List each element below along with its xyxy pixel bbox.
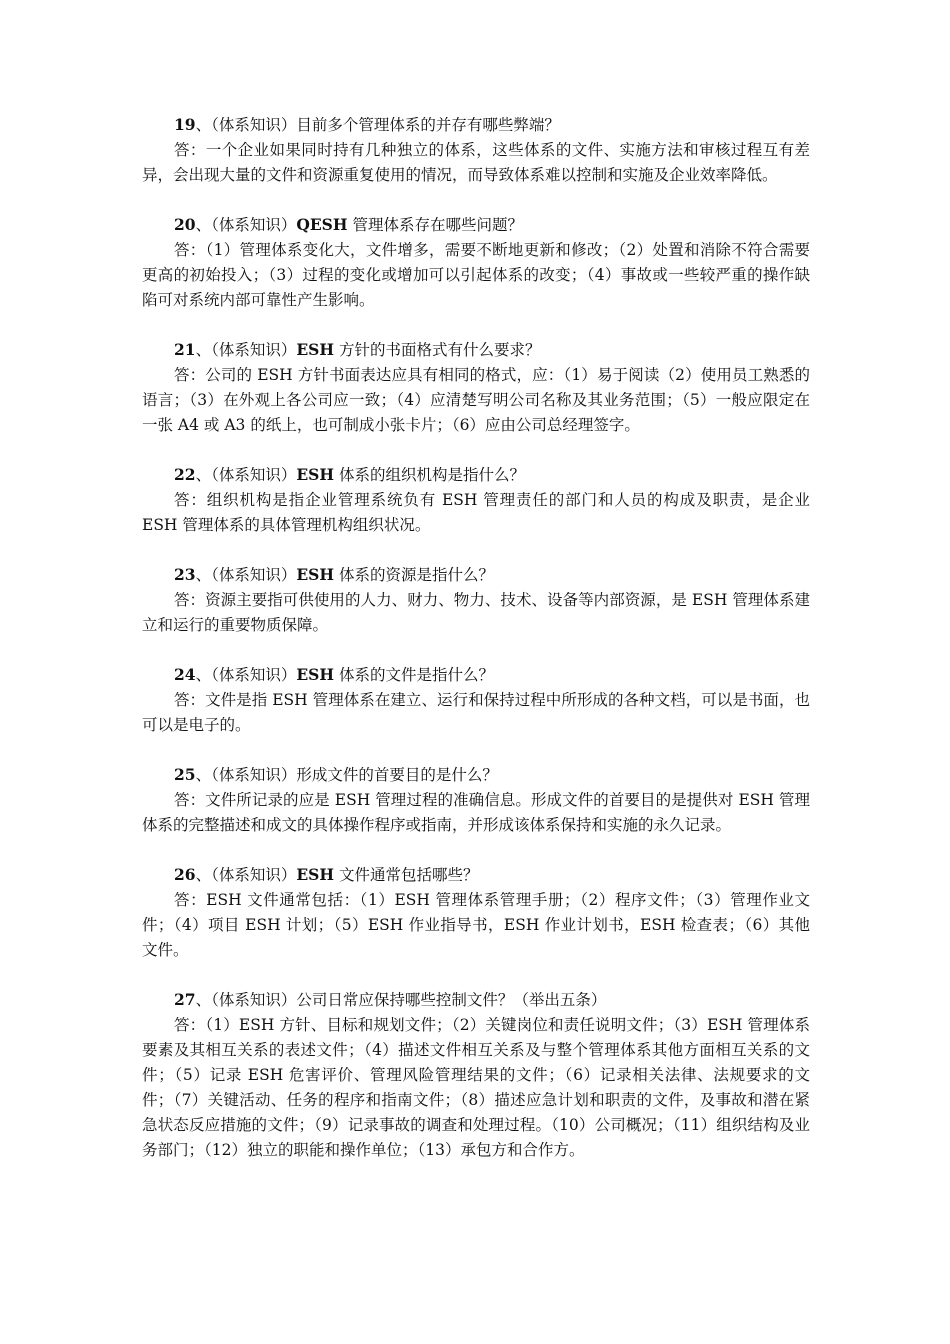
- question: [142, 337, 810, 363]
- question-text: 体系的组织机构是指什么？: [334, 466, 525, 484]
- question-number: 19: [174, 115, 196, 134]
- qa-item-22: [142, 462, 810, 538]
- answer-text: 答：一个企业如果同时持有几种独立的体系，这些体系的文件、实施方法和审核过程互有差异，会出现大量的文件和资源重复使用的情况，而导致体系难以控制和实施及企业效率降低。: [142, 141, 810, 184]
- question-category: （体系知识）: [211, 116, 297, 134]
- question: [142, 562, 810, 588]
- qa-item-20: [142, 212, 810, 313]
- question-keyword: ESH: [296, 340, 335, 359]
- question-keyword: QESH: [296, 215, 348, 234]
- qa-item-19: [142, 112, 810, 188]
- question-keyword: ESH: [296, 865, 335, 884]
- question-text: 形成文件的首要目的是什么？: [296, 766, 498, 784]
- question-number: 24: [174, 665, 196, 684]
- question-separator: 、: [195, 566, 212, 584]
- question-category: （体系知识）: [211, 341, 297, 359]
- question-number: 25: [174, 765, 196, 784]
- document-page: [142, 112, 810, 1187]
- question-separator: 、: [195, 216, 212, 234]
- question-category: （体系知识）: [211, 666, 297, 684]
- question-category: （体系知识）: [211, 991, 297, 1009]
- qa-item-24: [142, 662, 810, 738]
- answer-text: 答：文件是指 ESH 管理体系在建立、运行和保持过程中所形成的各种文档，可以是书面，也可以是电子的。: [142, 691, 810, 734]
- answer-text: 答：（1）管理体系变化大，文件增多，需要不断地更新和修改；（2）处置和消除不符合需要更高的初始投入；（3）过程的变化或增加可以引起体系的改变；（4）事故或一些较严重的操作缺陷可对系统内部可靠性产生影响。: [142, 241, 810, 309]
- answer-text: 答：资源主要指可供使用的人力、财力、物力、技术、设备等内部资源，是 ESH 管理体系建立和运行的重要物质保障。: [142, 591, 810, 634]
- question-separator: 、: [195, 766, 212, 784]
- question: [142, 212, 810, 238]
- answer-text: 答：文件所记录的应是 ESH 管理过程的准确信息。形成文件的首要目的是提供对 ESH 管理体系的完整描述和成文的具体操作程序或指南，并形成该体系保持和实施的永久记录。: [142, 791, 810, 834]
- question-number: 21: [174, 340, 196, 359]
- question-text: 管理体系存在哪些问题？: [347, 216, 523, 234]
- question-separator: 、: [195, 991, 212, 1009]
- question: [142, 862, 810, 888]
- question-separator: 、: [195, 866, 212, 884]
- question-number: 23: [174, 565, 196, 584]
- question-keyword: ESH: [296, 565, 335, 584]
- qa-item-21: [142, 337, 810, 438]
- question-keyword: ESH: [296, 465, 335, 484]
- question-number: 20: [174, 215, 196, 234]
- question-number: 22: [174, 465, 196, 484]
- question-category: （体系知识）: [211, 766, 297, 784]
- qa-item-23: [142, 562, 810, 638]
- question-separator: 、: [195, 341, 212, 359]
- question-text: 公司日常应保持哪些控制文件？（举出五条）: [296, 991, 607, 1009]
- answer-text: 答：ESH 文件通常包括：（1）ESH 管理体系管理手册；（2）程序文件；（3）管理作业文件；（4）项目 ESH 计划；（5）ESH 作业指导书，ESH 作业计划书，ESH 检查表；（6）其他文件。: [142, 891, 810, 959]
- answer-text: 答：组织机构是指企业管理系统负有 ESH 管理责任的部门和人员的构成及职责，是企业 ESH 管理体系的具体管理机构组织状况。: [142, 491, 810, 534]
- question-text: 方针的书面格式有什么要求？: [334, 341, 541, 359]
- question-number: 27: [174, 990, 196, 1009]
- question-separator: 、: [195, 116, 212, 134]
- qa-item-27: [142, 987, 810, 1163]
- qa-item-25: [142, 762, 810, 838]
- qa-item-26: [142, 862, 810, 963]
- question: [142, 987, 810, 1013]
- question-separator: 、: [195, 666, 212, 684]
- question: [142, 662, 810, 688]
- question: [142, 112, 810, 138]
- question-text: 目前多个管理体系的并存有哪些弊端？: [296, 116, 560, 134]
- question-category: （体系知识）: [211, 866, 297, 884]
- answer-text: 答：（1）ESH 方针、目标和规划文件；（2）关键岗位和责任说明文件；（3）ESH 管理体系要素及其相互关系的表述文件；（4）描述文件相互关系及与整个管理体系其他方面相互关系的文件；（5）记录 ESH 危害评价、管理风险管理结果的文件；（6）记录相关法律、法规要求的文件；（7）关键活动、任务的程序和指南文件；（8）描述应急计划和职责的文件，及事故和潜在紧急状态反应措施的文件；（9）记录事故的调查和处理过程。（10）公司概况；（11）组织结构及业务部门；（12）独立的职能和操作单位；（13）承包方和合作方。: [142, 1016, 810, 1159]
- question-category: （体系知识）: [211, 466, 297, 484]
- question-text: 文件通常包括哪些？: [334, 866, 479, 884]
- question: [142, 462, 810, 488]
- question: [142, 762, 810, 788]
- question-text: 体系的文件是指什么？: [334, 666, 494, 684]
- question-separator: 、: [195, 466, 212, 484]
- question-text: 体系的资源是指什么？: [334, 566, 494, 584]
- question-number: 26: [174, 865, 196, 884]
- question-category: （体系知识）: [211, 566, 297, 584]
- answer-text: 答：公司的 ESH 方针书面表达应具有相同的格式，应：（1）易于阅读（2）使用员工熟悉的语言；（3）在外观上各公司应一致；（4）应清楚写明公司名称及其业务范围；（5）一般应限定在一张 A4 或 A3 的纸上，也可制成小张卡片；（6）应由公司总经理签字。: [142, 366, 810, 434]
- question-category: （体系知识）: [211, 216, 297, 234]
- question-keyword: ESH: [296, 665, 335, 684]
